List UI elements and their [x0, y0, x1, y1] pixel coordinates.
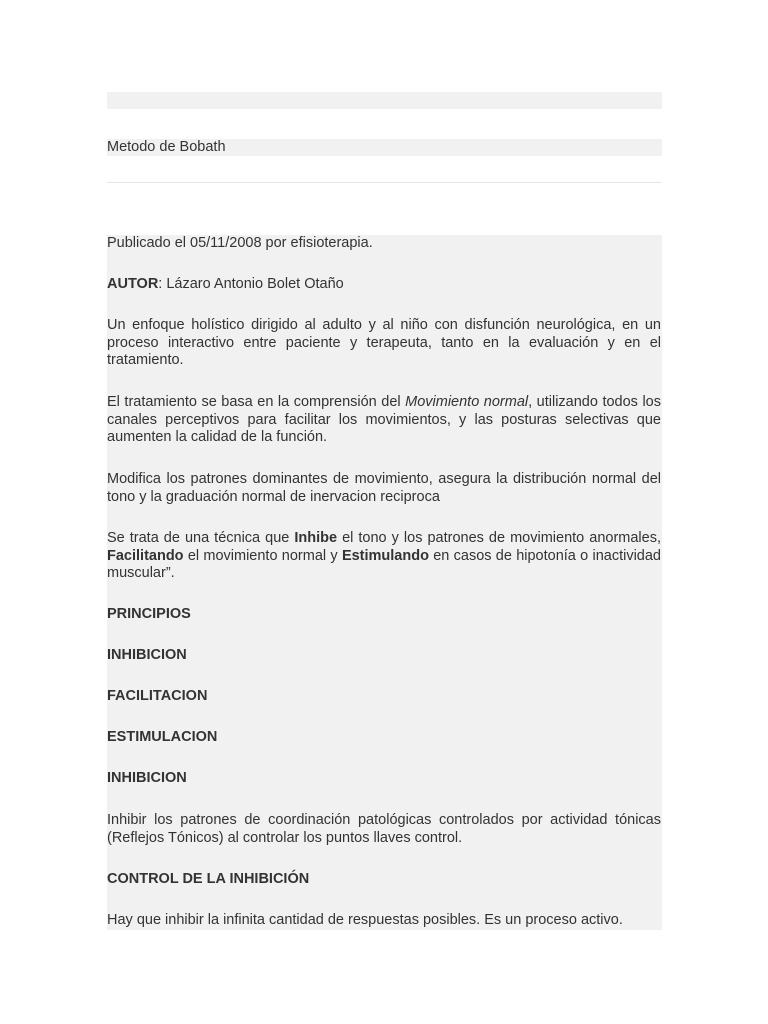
article-body — [107, 235, 662, 930]
paragraph-respuestas: Hay que inhibir la infinita cantidad de respuestas posibles. Es un proceso activo. — [107, 912, 623, 928]
bold-text: Facilitando — [107, 547, 184, 564]
document-title: Metodo de Bobath — [107, 139, 662, 156]
paragraph-text: en casos de hipotonía o inactividad muscular”. — [107, 547, 661, 582]
author-name: : Lázaro Antonio Bolet Otaño — [158, 276, 344, 292]
paragraph-text: El tratamiento se basa en la comprensión del — [107, 394, 406, 410]
heading-control-inhibicion: CONTROL DE LA INHIBICIÓN — [107, 871, 310, 887]
heading-inhibicion-section: INHIBICION — [107, 770, 187, 786]
author-line — [107, 276, 661, 294]
paragraph-text: , utilizando todos los canales perceptivos para facilitar los movimientos, y las posturas selectivas que aumenten la calidad de la función. — [107, 394, 661, 446]
heading-inhibicion: INHIBICION — [107, 647, 187, 663]
paragraph-text: el tono y los patrones de movimiento anormales, — [337, 530, 661, 546]
paragraph-intro: Un enfoque holístico dirigido al adulto y al niño con disfunción neurológica, en un proceso interactivo entre paciente y terapeuta, tanto en la evaluación y en el tratamiento. — [107, 317, 661, 369]
paragraph-tecnica — [107, 530, 661, 583]
published-line: Publicado el 05/11/2008 por efisioterapia. — [107, 235, 373, 251]
heading-estimulacion: ESTIMULACION — [107, 729, 218, 745]
emphasis-text: Movimiento normal — [405, 394, 529, 410]
author-label: AUTOR — [107, 276, 159, 292]
bold-text: Inhibe — [294, 530, 338, 546]
heading-principios: PRINCIPIOS — [107, 606, 191, 622]
paragraph-treatment — [107, 394, 661, 447]
bold-text: Estimulando — [341, 547, 429, 564]
blank-band — [107, 92, 662, 109]
paragraph-modifica: Modifica los patrones dominantes de movimiento, asegura la distribución normal del tono y la graduación normal de inervacion reciproca — [107, 471, 661, 505]
paragraph-text: Se trata de una técnica que — [107, 530, 295, 546]
paragraph-inhibir: Inhibir los patrones de coordinación patológicas controlados por actividad tónicas (Reflejos Tónicos) al controlar los puntos llaves control. — [107, 812, 661, 846]
divider — [107, 182, 662, 183]
paragraph-text: el movimiento normal y — [183, 547, 342, 564]
heading-facilitacion: FACILITACION — [107, 688, 208, 704]
